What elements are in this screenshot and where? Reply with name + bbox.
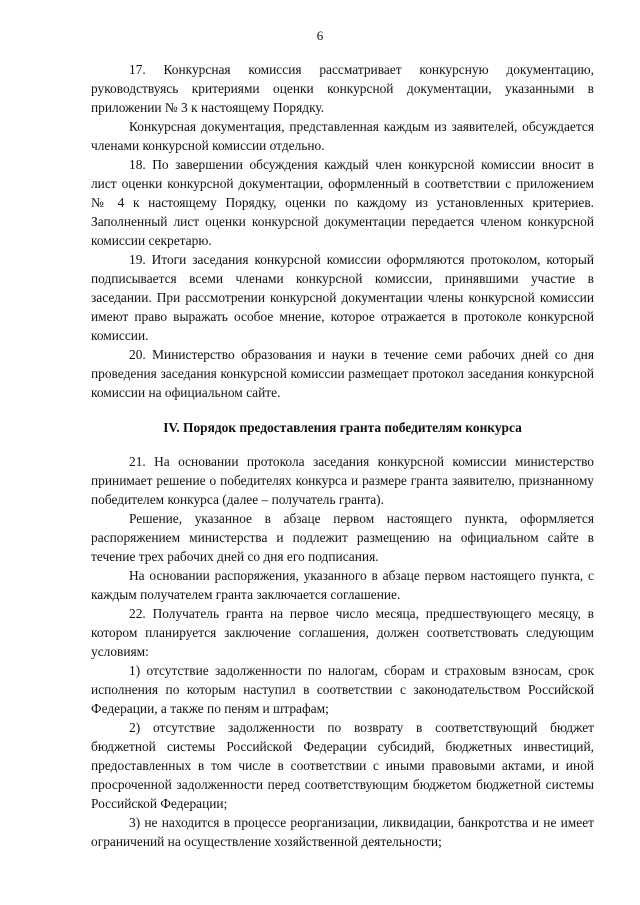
- paragraph-22: 22. Получатель гранта на первое число месяца, предшествующего месяцу, в котором планируется заключение соглашения, должен соответствовать следующим условиям:: [91, 606, 594, 659]
- section-heading: IV. Порядок предоставления гранта победителям конкурса: [163, 420, 522, 435]
- paragraph-18: 18. По завершении обсуждения каждый член конкурсной комиссии вносит в лист оценки конкурсной документации, оформленный в соответствии с приложением № 4 к настоящему Порядку, оценки по каждому из установленных критериев. Заполненный лист оценки конкурсной документации передается членом конкурсной комиссии секретарю.: [91, 157, 594, 248]
- condition-1: 1) отсутствие задолженности по налогам, сборам и страховым взносам, срок исполнения по которым наступил в соответствии с законодательством Российской Федерации, а также по пеням и штрафам;: [91, 663, 594, 716]
- paragraph-17: 17. Конкурсная комиссия рассматривает конкурсную документацию, руководствуясь критериями оценки конкурсной документации, указанными в приложении № 3 к настоящему Порядку.: [91, 62, 594, 115]
- condition-2: 2) отсутствие задолженности по возврату в соответствующий бюджет бюджетной системы Российской Федерации субсидий, бюджетных инвестиций, предоставленных в том числе в соответствии с иными правовыми актами, и иной просроченной задолженности перед соответствующим бюджетом бюджетной системы Российской Федерации;: [91, 720, 594, 811]
- paragraph-20: 20. Министерство образования и науки в течение семи рабочих дней со дня проведения заседания конкурсной комиссии размещает протокол заседания конкурсной комиссии на официальном сайте.: [91, 347, 594, 400]
- paragraph-21-decision: Решение, указанное в абзаце первом настоящего пункта, оформляется распоряжением министерства и подлежит размещению на официальном сайте в течение трех рабочих дней со дня его подписания.: [91, 511, 594, 564]
- condition-3: 3) не находится в процессе реорганизации, ликвидации, банкротства и не имеет ограничений на осуществление хозяйственной деятельности;: [91, 815, 594, 849]
- paragraph-21-agreement: На основании распоряжения, указанного в абзаце первом настоящего пункта, с каждым получателем гранта заключается соглашение.: [91, 568, 594, 602]
- document-body: [91, 60, 594, 851]
- paragraph-17-documentation: Конкурсная документация, представленная каждым из заявителей, обсуждается членами конкурсной комиссии отдельно.: [91, 119, 594, 153]
- paragraph-19: 19. Итоги заседания конкурсной комиссии оформляются протоколом, который подписывается всеми членами конкурсной комиссии, принявшими участие в заседании. При рассмотрении конкурсной документации члены конкурсной комиссии имеют право выражать особое мнение, которое отражается в протоколе конкурсной комиссии.: [91, 252, 594, 343]
- page-number: 6: [316, 28, 324, 43]
- paragraph-21: 21. На основании протокола заседания конкурсной комиссии министерство принимает решение о победителях конкурса и размере гранта заявителю, признанному победителем конкурса (далее – получатель гранта).: [91, 454, 594, 507]
